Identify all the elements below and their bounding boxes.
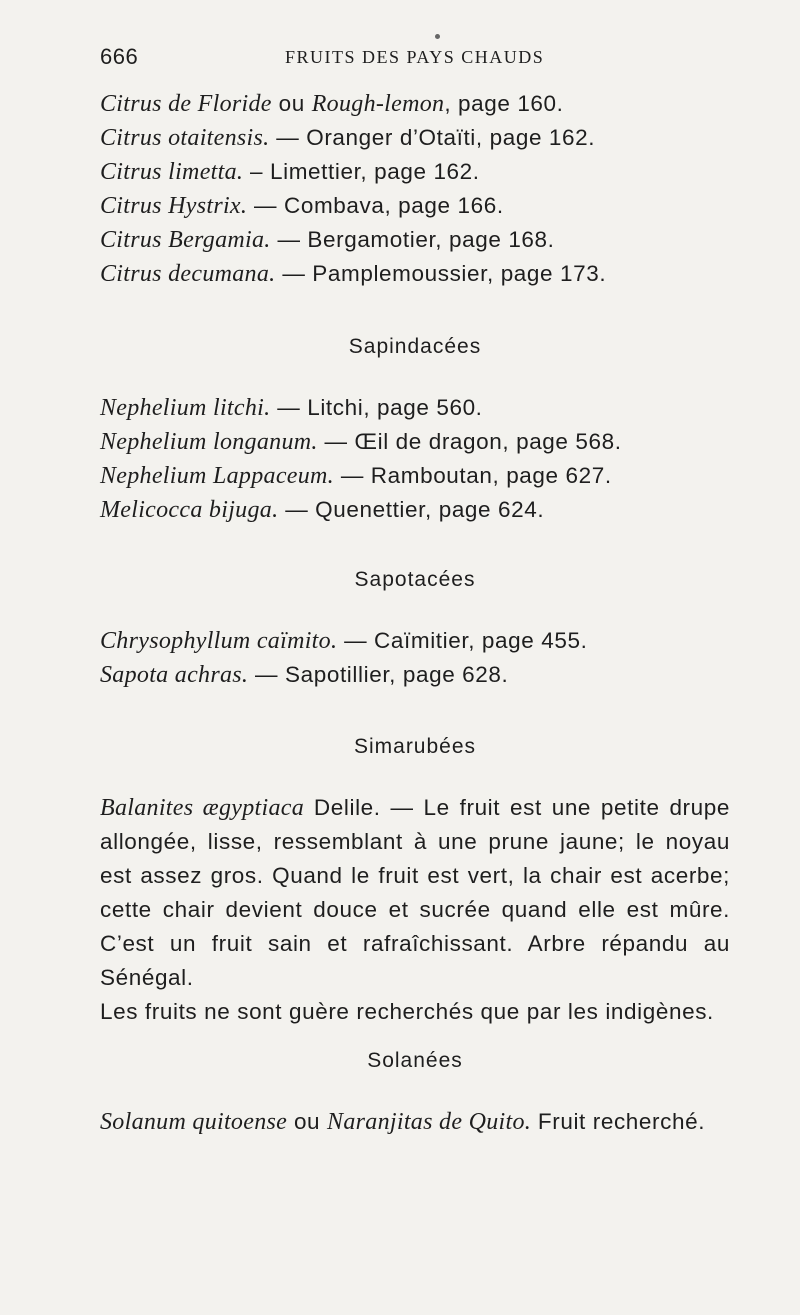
- scientific-name: Rough-lemon: [311, 91, 445, 117]
- section-heading-simarubees: Simarubées: [353, 735, 477, 758]
- page-header: [100, 44, 720, 74]
- section-heading-solanees: Solanées: [367, 1049, 463, 1072]
- entry-conjunction: ou: [271, 91, 312, 116]
- scientific-name: Chrysophyllum caïmito.: [100, 628, 338, 654]
- paragraph-text: Delile. — Le fruit est une petite drupe allongée, lisse, ressemblant à une prune jaune; le noyau est assez gros. Quand le fruit est vert, la chair est acerbe; cette chair devient douce et sucrée quand elle est mûre. C’est un fruit sain et rafraîchissant. Arbre répandu au Sénégal.: [100, 795, 730, 990]
- paragraph-solanum: [100, 1105, 730, 1139]
- entry-text: — Quenettier, page 624.: [278, 497, 545, 522]
- scientific-name: Citrus Hystrix.: [100, 193, 248, 219]
- scientific-name: Melicocca bijuga.: [100, 497, 279, 523]
- scientific-name: Solanum quitoense: [100, 1109, 288, 1135]
- scientific-name: Citrus Bergamia.: [100, 227, 271, 253]
- scientific-name: Nephelium litchi.: [100, 395, 271, 421]
- list-item: [100, 459, 730, 493]
- entry-text: — Sapotillier, page 628.: [248, 662, 509, 687]
- section-heading-sapotacees: Sapotacées: [354, 568, 476, 591]
- list-item: [100, 223, 730, 257]
- scientific-name: Balanites ægyptiaca: [100, 795, 305, 821]
- scientific-name: Citrus decumana.: [100, 261, 276, 287]
- list-item: [100, 391, 730, 425]
- list-item: [100, 425, 730, 459]
- list-item: [100, 624, 730, 658]
- page-number: 666: [100, 44, 139, 69]
- list-item: [100, 121, 730, 155]
- entry-text: — Litchi, page 560.: [270, 395, 483, 420]
- page-content: [100, 87, 730, 1139]
- entry-text: — Bergamotier, page 168.: [270, 227, 555, 252]
- scientific-name: Sapota achras.: [100, 662, 249, 688]
- list-item: [100, 658, 730, 692]
- entry-text: — Oranger d’Otaïti, page 162.: [269, 125, 596, 150]
- entry-text: — Œil de dragon, page 568.: [317, 429, 622, 454]
- scientific-name: Nephelium Lappaceum.: [100, 463, 334, 489]
- list-item: [100, 155, 730, 189]
- scientific-name: Citrus limetta.: [100, 159, 244, 185]
- entry-text: — Caïmitier, page 455.: [337, 628, 588, 653]
- list-item: [100, 87, 730, 121]
- scientific-name: Citrus otaitensis.: [100, 125, 270, 151]
- ink-dot: [435, 34, 440, 39]
- list-item: [100, 257, 730, 291]
- entry-text: – Limettier, page 162.: [243, 159, 480, 184]
- scientific-name: Nephelium longanum.: [100, 429, 318, 455]
- entry-conjunction: ou: [287, 1109, 328, 1134]
- scientific-name: Citrus de Floride: [100, 91, 272, 117]
- paragraph-indigenes: Les fruits ne sont guère recherchés que par les indigènes.: [100, 999, 714, 1024]
- entry-text: — Combava, page 166.: [247, 193, 504, 218]
- section-heading-sapindacees: Sapindacées: [348, 335, 482, 358]
- scientific-name: Naranjitas de Quito.: [327, 1109, 532, 1135]
- entry-text: — Pamplemoussier, page 173.: [275, 261, 607, 286]
- list-item: [100, 493, 730, 527]
- list-item: [100, 189, 730, 223]
- paragraph-balanites: [100, 791, 730, 995]
- entry-text: , page 160.: [444, 91, 564, 116]
- running-title: FRUITS DES PAYS CHAUDS: [285, 47, 545, 67]
- paragraph-text: Fruit recherché.: [531, 1109, 706, 1134]
- entry-text: — Ramboutan, page 627.: [333, 463, 612, 488]
